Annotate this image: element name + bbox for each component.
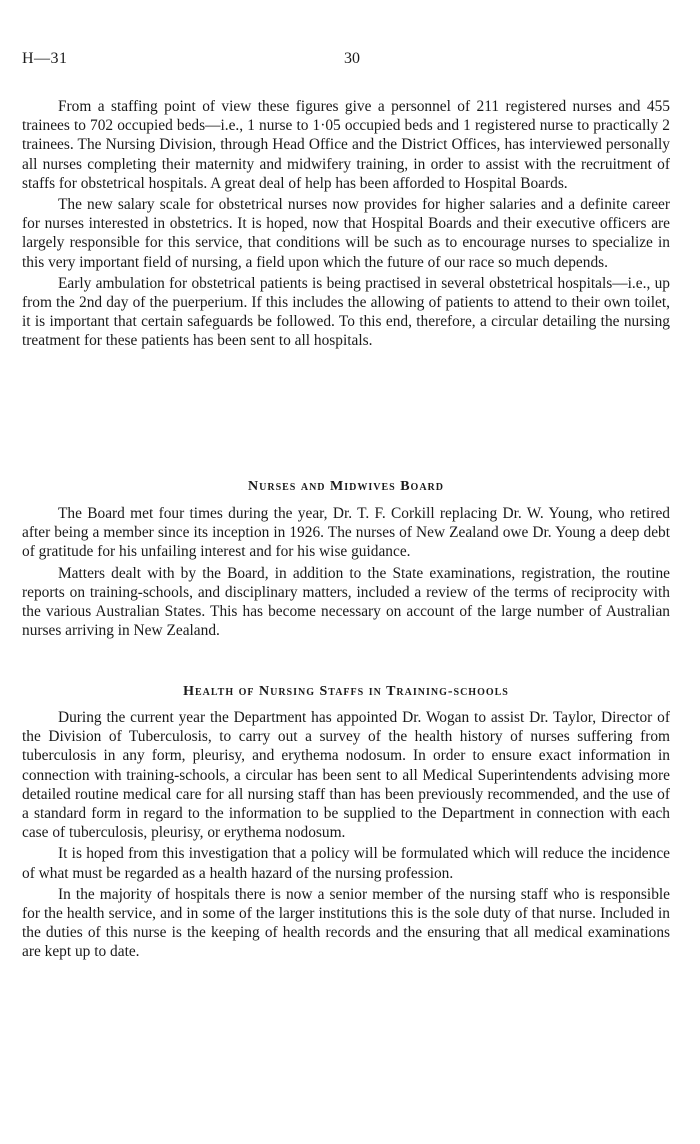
section-staffing (22, 97, 670, 353)
section-nurses-midwives-board (22, 504, 670, 642)
paragraph: From a staffing point of view these figures give a personnel of 211 registered nurses and 455 trainees to 702 occupied beds—i.e., 1 nurse to 1·05 occupied beds and 1 registered nurse to practically 2 trainees. The Nursing Division, through Head Office and the District Offices, has interviewed personally all nurses completing their maternity and midwifery training, in order to assist with the recruitment of staffs for obstetrical hospitals. A great deal of help has been afforded to Hospital Boards. (22, 98, 670, 192)
page-number: 30 (344, 50, 360, 67)
page-reference: H—31 (22, 50, 68, 67)
paragraph: The Board met four times during the year, Dr. T. F. Corkill replacing Dr. W. Young, who retired after being a member since its inception in 1926. The nurses of New Zealand owe Dr. Young a deep debt of gratitude for his unfailing interest and for his wise guidance. (22, 505, 670, 561)
section-health-of-nursing-staffs (22, 708, 670, 964)
section-heading-health-of-nursing-staffs: Health of Nursing Staffs in Training-schools (183, 684, 509, 699)
paragraph: During the current year the Department has appointed Dr. Wogan to assist Dr. Taylor, Director of the Division of Tuberculosis, to carry out a survey of the health history of nurses suffering from tuberculosis in any form, pleurisy, and erythema nodosum. In order to ensure exact information in connection with training-schools, a circular has been sent to all Medical Superintendents advising more detailed routine medical care for all nursing staff than has been previously recommended, and the use of a standard form in regard to the information to be supplied to the Department in connection with each case of tuberculosis, pleurisy, or erythema nodosum. (22, 709, 670, 842)
running-head (22, 50, 670, 74)
paragraph: In the majority of hospitals there is now a senior member of the nursing staff who is responsible for the health service, and in some of the larger institutions this is the sole duty of that nurse. Included in the duties of this nurse is the keeping of health records and the ensuring that all medical examinations are kept up to date. (22, 885, 670, 961)
paragraph: The new salary scale for obstetrical nurses now provides for higher salaries and a definite career for nurses interested in obstetrics. It is hoped, now that Hospital Boards and their executive officers are largely responsible for this service, that conditions will be such as to encourage nurses to specialize in this very important field of nursing, a field upon which the future of our race so much depends. (22, 196, 670, 271)
paragraph: Early ambulation for obstetrical patients is being practised in several obstetrical hospitals—i.e., up from the 2nd day of the puerperium. If this includes the allowing of patients to attend to their own toilet, it is important that certain safeguards be followed. To this end, therefore, a circular detailing the nursing treatment for these patients has been sent to all hospitals. (22, 274, 670, 350)
section-heading-nurses-midwives-board: Nurses and Midwives Board (248, 479, 444, 494)
paragraph: Matters dealt with by the Board, in addition to the State examinations, registration, the routine reports on training-schools, and disciplinary matters, included a review of the terms of reciprocity with the various Australian States. This has become necessary on account of the large number of Australian nurses arriving in New Zealand. (22, 564, 670, 640)
paragraph: It is hoped from this investigation that a policy will be formulated which will reduce the incidence of what must be regarded as a health hazard of the nursing profession. (22, 845, 670, 882)
